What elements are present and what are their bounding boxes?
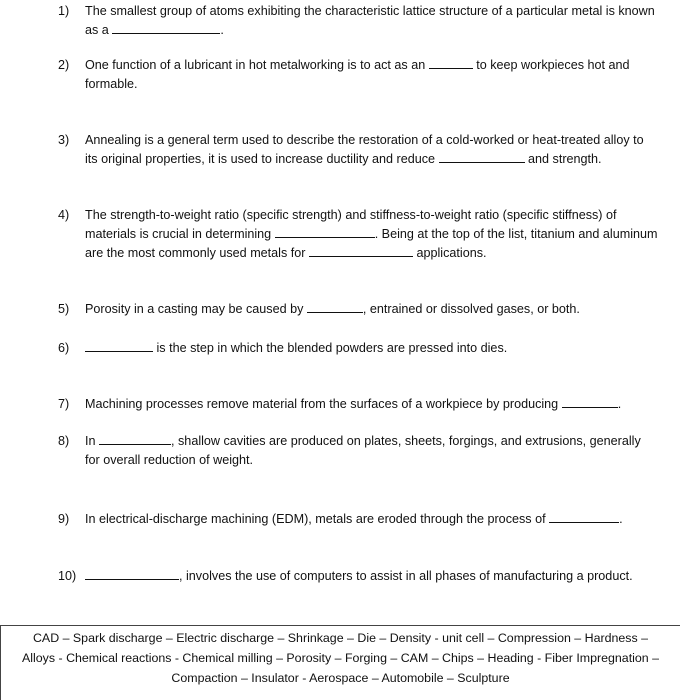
question-number: 10) (58, 569, 77, 583)
question-text: The strength-to-weight ratio (specific strength) and stiffness-to-weight ratio (specific stiffness) of materials is crucial in determining (85, 208, 617, 241)
question-text: . (617, 397, 622, 411)
question-text: Porosity in a casting may be caused by (85, 302, 307, 316)
question-text: In electrical-discharge machining (EDM), metals are eroded through the process of (85, 512, 550, 526)
answer-blank[interactable] (549, 510, 619, 523)
question-9 (58, 510, 658, 529)
question-text: In (85, 434, 100, 448)
question-number: 3) (58, 133, 70, 147)
question-2 (58, 56, 658, 94)
question-number: 2) (58, 58, 70, 72)
question-number: 5) (58, 302, 70, 316)
question-text: and strength. (524, 152, 602, 166)
question-text: Machining processes remove material from the surfaces of a workpiece by producing (85, 397, 562, 411)
question-text: to keep workpieces hot and formable. (85, 58, 630, 91)
question-7 (58, 395, 658, 414)
question-number: 7) (58, 397, 70, 411)
answer-blank[interactable] (562, 395, 618, 408)
question-number: 6) (58, 341, 70, 355)
question-8 (58, 432, 658, 470)
question-number: 1) (58, 4, 70, 18)
question-1 (58, 2, 658, 40)
answer-blank[interactable] (85, 339, 153, 352)
question-text: is the step in which the blended powders are pressed into dies. (153, 341, 508, 355)
question-3 (58, 131, 658, 169)
question-text: One function of a lubricant in hot metalworking is to act as an (85, 58, 429, 72)
answer-blank[interactable] (439, 150, 525, 163)
word-bank (0, 625, 680, 700)
answer-blank[interactable] (85, 567, 179, 580)
question-text: , involves the use of computers to assist in all phases of manufacturing a product. (179, 569, 633, 583)
word-bank-line: Compaction – Insulator - Aerospace – Automobile – Sculpture (171, 671, 510, 685)
word-bank-line: Alloys - Chemical reactions - Chemical milling – Porosity – Forging – CAM – Chips – Heading - Fiber Impregnation – (22, 651, 659, 665)
question-5 (58, 300, 658, 319)
question-number: 4) (58, 208, 70, 222)
answer-blank[interactable] (429, 56, 473, 69)
question-text: , entrained or dissolved gases, or both. (362, 302, 580, 316)
question-text: Annealing is a general term used to describe the restoration of a cold-worked or heat-treated alloy to its original properties, it is used to increase ductility and reduce (85, 133, 644, 166)
answer-blank[interactable] (112, 21, 220, 34)
question-text: applications. (412, 246, 487, 260)
word-bank-line: CAD – Spark discharge – Electric discharge – Shrinkage – Die – Density - unit cell – Compression – Hardness – (32, 631, 648, 645)
answer-blank[interactable] (307, 300, 363, 313)
question-number: 8) (58, 434, 70, 448)
question-4 (58, 206, 658, 263)
question-text: . Being at the top of the list, titanium and aluminum are the most commonly used metals for (85, 227, 658, 260)
question-text: . (220, 23, 224, 37)
question-text: The smallest group of atoms exhibiting the characteristic lattice structure of a particular metal is known as a (85, 4, 655, 37)
answer-blank[interactable] (309, 244, 413, 257)
answer-blank[interactable] (99, 432, 171, 445)
question-text: , shallow cavities are produced on plates, sheets, forgings, and extrusions, generally for overall reduction of weight. (85, 434, 641, 467)
question-10 (58, 567, 658, 586)
question-6 (58, 339, 658, 358)
question-number: 9) (58, 512, 70, 526)
question-text: . (619, 512, 623, 526)
answer-blank[interactable] (275, 225, 375, 238)
